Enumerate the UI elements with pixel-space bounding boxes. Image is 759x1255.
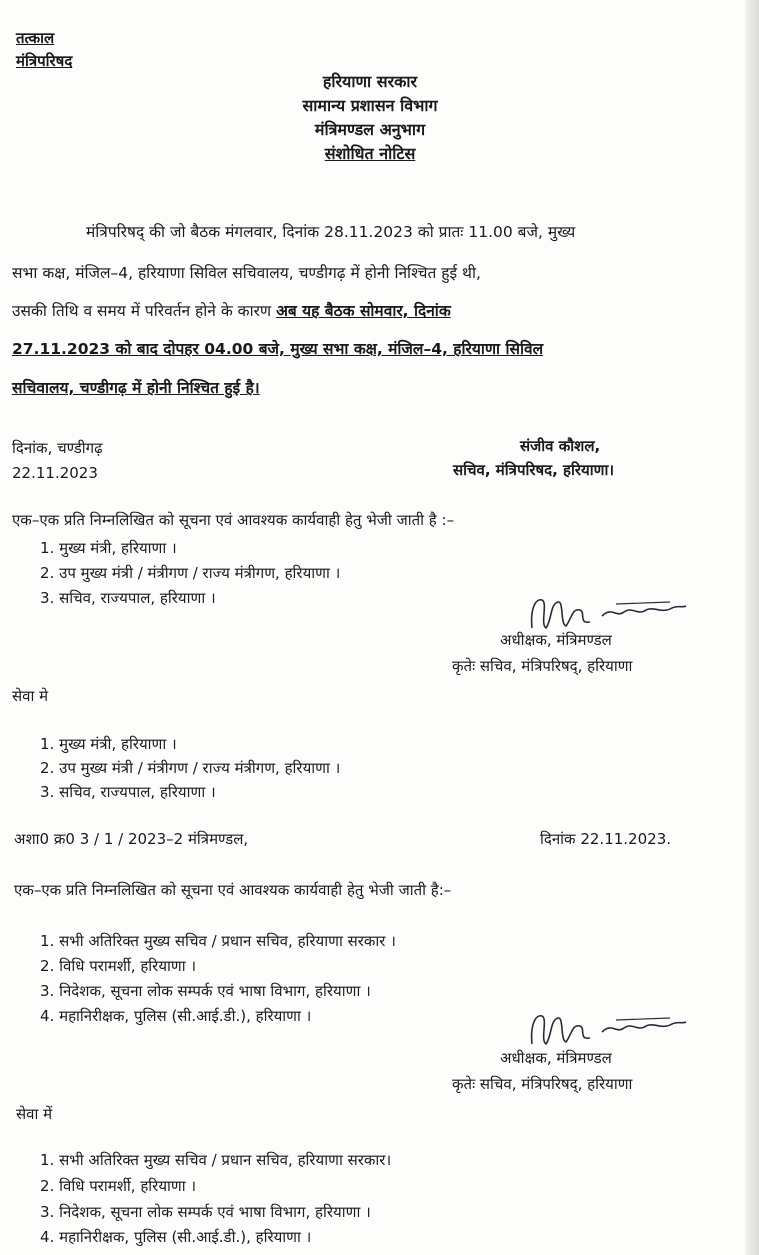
- officer-title-2: अधीक्षक, मंत्रिमण्डल: [500, 1049, 612, 1067]
- copy-intro-1: एक–एक प्रति निम्नलिखित को सूचना एवं आवश्यक कार्यवाही हेतु भेजी जाती है :–: [12, 511, 455, 529]
- seva-title-1: सेवा मे: [12, 687, 49, 705]
- body-line-1: मंत्रिपरिषद् की जो बैठक मंगलवार, दिनांक 28.11.2023 को प्रातः 11.00 बजे, मुख्य: [86, 223, 576, 241]
- list-item: 2. विधि परामर्शी, हरियाणा ।: [40, 1177, 197, 1195]
- list-item: 1. सभी अतिरिक्त मुख्य सचिव / प्रधान सचिव, हरियाणा सरकार ।: [40, 932, 396, 950]
- copy-intro-2: एक–एक प्रति निम्नलिखित को सूचना एवं आवश्यक कार्यवाही हेतु भेजी जाती है:–: [14, 881, 452, 899]
- officer-for-2: कृतेः सचिव, मंत्रिपरिषद्, हरियाणा: [452, 1075, 633, 1093]
- body-line-2: सभा कक्ष, मंजिल–4, हरियाणा सिविल सचिवालय, चण्डीगढ़ में होनी निश्चित हुई थी,: [12, 264, 481, 282]
- list-item: 3. निदेशक, सूचना लोक सम्पर्क एवं भाषा विभाग, हरियाणा ।: [40, 982, 371, 1000]
- list-item: 3. सचिव, राज्यपाल, हरियाणा ।: [40, 783, 216, 801]
- officer-title-1: अधीक्षक, मंत्रिमण्डल: [500, 631, 612, 649]
- list-item: 3. निदेशक, सूचना लोक सम्पर्क एवं भाषा विभाग, हरियाणा ।: [40, 1203, 371, 1221]
- handwritten-signature: [520, 1010, 690, 1052]
- issue-date: 22.11.2023: [12, 464, 98, 482]
- signatory-name: संजीव कौशल,: [520, 437, 601, 455]
- heading-notice-title: संशोधित नोटिस: [324, 144, 416, 163]
- urgent-label: तत्काल: [16, 29, 55, 47]
- list-item: 4. महानिरीक्षक, पुलिस (सी.आई.डी.), हरियाणा ।: [40, 1007, 312, 1025]
- heading-department: सामान्य प्रशासन विभाग: [302, 96, 438, 115]
- list-item: 4. महानिरीक्षक, पुलिस (सी.आई.डी.), हरियाणा ।: [40, 1228, 312, 1246]
- body-line-3-emphasis: अब यह बैठक सोमवार, दिनांक: [276, 302, 451, 320]
- list-item: 2. विधि परामर्शी, हरियाणा ।: [40, 957, 197, 975]
- list-item: 2. उप मुख्य मंत्री / मंत्रीगण / राज्य मंत्रीगण, हरियाणा ।: [40, 759, 341, 777]
- body-line-3-normal: उसकी तिथि व समय में परिवर्तन होने के कारण: [12, 302, 272, 320]
- council-label: मंत्रिपरिषद: [16, 52, 73, 70]
- list-item: 2. उप मुख्य मंत्री / मंत्रीगण / राज्य मंत्रीगण, हरियाणा ।: [40, 564, 341, 582]
- list-item: 1. मुख्य मंत्री, हरियाणा ।: [40, 735, 177, 753]
- page-edge-shadow: [745, 0, 759, 1255]
- heading-section: मंत्रिमण्डल अनुभाग: [314, 120, 426, 139]
- list-item: 1. मुख्य मंत्री, हरियाणा ।: [40, 539, 177, 557]
- heading-government: हरियाणा सरकार: [322, 72, 418, 91]
- reference-date: दिनांक 22.11.2023.: [540, 830, 672, 848]
- seva-title-2: सेवा में: [16, 1105, 53, 1123]
- reference-number: अशा0 क्र0 3 / 1 / 2023–2 मंत्रिमण्डल,: [14, 830, 249, 848]
- body-line-3: [12, 299, 451, 321]
- body-line-5: सचिवालय, चण्डीगढ़ में होनी निश्चित हुई है।: [12, 379, 260, 397]
- signatory-designation: सचिव, मंत्रिपरिषद, हरियाणा।: [453, 461, 615, 479]
- body-line-4: 27.11.2023 को बाद दोपहर 04.00 बजे, मुख्य सभा कक्ष, मंजिल–4, हरियाणा सिविल: [12, 340, 544, 358]
- officer-for-1: कृतेः सचिव, मंत्रिपरिषद्, हरियाणा: [452, 657, 633, 675]
- list-item: 1. सभी अतिरिक्त मुख्य सचिव / प्रधान सचिव, हरियाणा सरकार।: [40, 1151, 392, 1169]
- list-item: 3. सचिव, राज्यपाल, हरियाणा ।: [40, 589, 216, 607]
- place-label: दिनांक, चण्डीगढ़: [12, 439, 103, 457]
